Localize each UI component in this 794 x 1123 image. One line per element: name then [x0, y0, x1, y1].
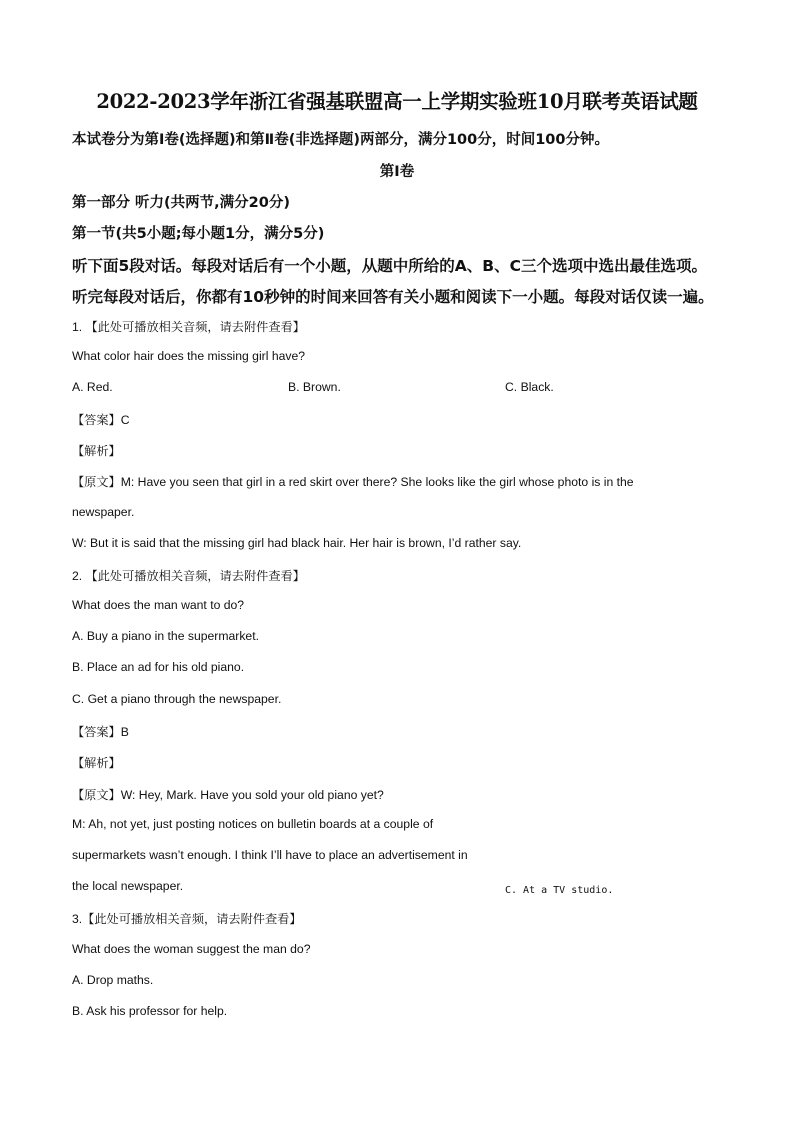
- volume-heading: 第Ⅰ卷: [379, 164, 415, 180]
- part1-heading: 第一部分 听力(共两节,满分20分): [72, 195, 290, 211]
- q2-transcript-line-3: supermarkets wasn’t enough. I think I’ll have to place an advertisement in: [72, 848, 468, 862]
- q3-question: What does the woman suggest the man do?: [72, 942, 311, 956]
- q1-option-c: C. Black.: [505, 380, 554, 394]
- q2-option-a: A. Buy a piano in the supermarket.: [72, 629, 259, 643]
- q1-analysis: 【解析】: [72, 444, 121, 458]
- stray-option-text: C. At a TV studio.: [505, 885, 614, 896]
- q1-transcript-line-2: newspaper.: [72, 505, 135, 519]
- instruction-line-1: 听下面5段对话。每段对话后有一个小题，从题中所给的A、B、C三个选项中选出最佳选项。: [72, 257, 707, 275]
- q1-transcript-line-1: 【原文】M: Have you seen that girl in a red skirt over there? She looks like the girl whose photo is in the: [72, 475, 634, 489]
- q2-transcript-line-2: M: Ah, not yet, just posting notices on bulletin boards at a couple of: [72, 817, 434, 831]
- q2-option-c: C. Get a piano through the newspaper.: [72, 692, 282, 706]
- q2-question: What does the man want to do?: [72, 598, 245, 612]
- q1-answer: 【答案】C: [72, 413, 130, 427]
- q2-option-b: B. Place an ad for his old piano.: [72, 660, 245, 674]
- q1-option-a: A. Red.: [72, 380, 113, 394]
- exam-intro: 本试卷分为第Ⅰ卷(选择题)和第Ⅱ卷(非选择题)两部分，满分100分，时间100分钟。: [72, 132, 609, 148]
- instruction-line-2: 听完每段对话后，你都有10秒钟的时间来回答有关小题和阅读下一小题。每段对话仅读一遍。: [72, 288, 714, 306]
- q2-analysis: 【解析】: [72, 756, 121, 770]
- q1-transcript-line-3: W: But it is said that the missing girl had black hair. Her hair is brown, I’d rather say.: [72, 536, 522, 550]
- q1-question: What color hair does the missing girl have?: [72, 349, 306, 363]
- q3-option-a: A. Drop maths.: [72, 973, 154, 987]
- q1-header: 1. 【此处可播放相关音频，请去附件查看】: [72, 320, 305, 334]
- q2-transcript-line-4: the local newspaper.: [72, 879, 184, 893]
- q2-transcript-line-1: 【原文】W: Hey, Mark. Have you sold your old piano yet?: [72, 788, 384, 802]
- section1-heading: 第一节(共5小题;每小题1分，满分5分): [72, 226, 325, 242]
- q2-header: 2. 【此处可播放相关音频，请去附件查看】: [72, 569, 305, 583]
- document-title: 2022-2023学年浙江省强基联盟高一上学期实验班10月联考英语试题: [96, 90, 698, 113]
- q2-answer: 【答案】B: [72, 725, 129, 739]
- q1-option-b: B. Brown.: [288, 380, 341, 394]
- q3-option-b: B. Ask his professor for help.: [72, 1004, 228, 1018]
- q3-header: 3.【此处可播放相关音频，请去附件查看】: [72, 912, 302, 926]
